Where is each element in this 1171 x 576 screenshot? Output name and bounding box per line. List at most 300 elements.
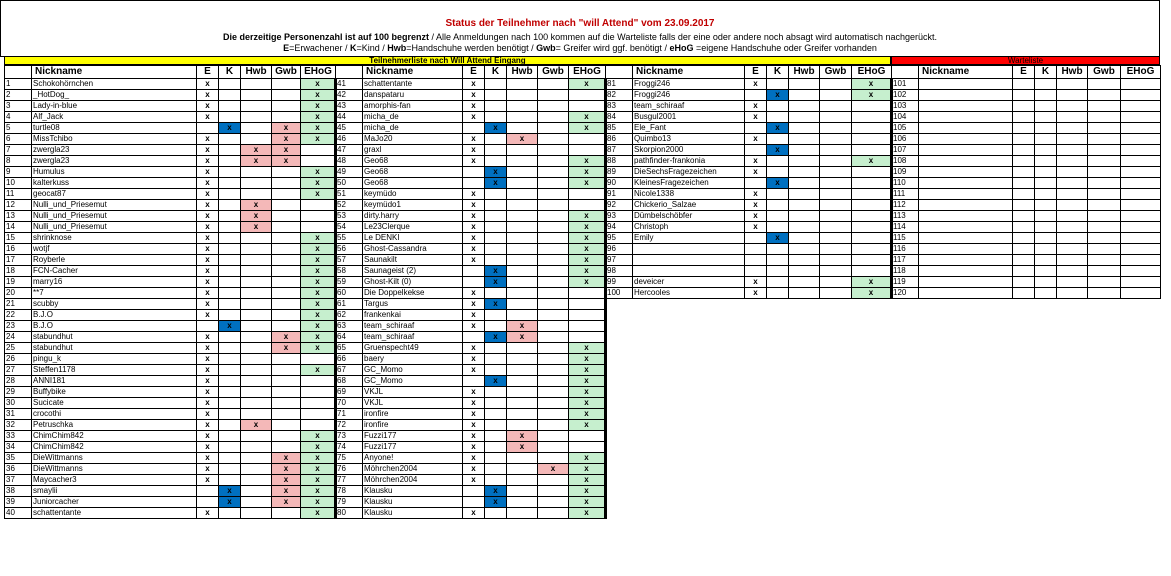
gwb-cell xyxy=(538,145,569,156)
nickname-cell: Fuzzi177 xyxy=(363,431,463,442)
row-number: 38 xyxy=(5,486,32,497)
row-number: 78 xyxy=(336,486,363,497)
waitlist-empty-cell xyxy=(1057,244,1088,255)
waitlist-banner: Warteliste xyxy=(891,56,1160,65)
hwb-cell xyxy=(789,233,820,244)
ehog-cell: x xyxy=(569,354,606,365)
waitlist-row xyxy=(892,156,1161,167)
ehog-cell xyxy=(852,233,892,244)
nickname-cell: crocothi xyxy=(32,409,197,420)
table-row xyxy=(336,431,606,442)
legend-key: Gwb xyxy=(536,43,556,53)
row-number: 32 xyxy=(5,420,32,431)
hwb-cell xyxy=(507,409,538,420)
hwb-cell xyxy=(507,178,538,189)
nickname-cell: baery xyxy=(363,354,463,365)
table-row xyxy=(5,79,336,90)
nickname-cell: Lady-in-blue xyxy=(32,101,197,112)
waitlist-empty-cell xyxy=(1088,244,1121,255)
waitlist-empty-cell xyxy=(1057,200,1088,211)
gwb-cell xyxy=(820,288,852,299)
k-cell xyxy=(767,222,789,233)
k-cell xyxy=(219,79,241,90)
gwb-cell xyxy=(538,475,569,486)
k-cell xyxy=(485,211,507,222)
hwb-cell xyxy=(241,233,272,244)
k-cell xyxy=(767,101,789,112)
k-cell xyxy=(767,288,789,299)
nickname-cell: team_schiraaf xyxy=(363,332,463,343)
gwb-cell xyxy=(538,134,569,145)
gwb-cell xyxy=(538,343,569,354)
column-header-e: E xyxy=(745,66,767,79)
gwb-cell: x xyxy=(272,453,301,464)
hwb-cell xyxy=(789,189,820,200)
waitlist-empty-cell xyxy=(1088,90,1121,101)
k-cell xyxy=(219,112,241,123)
gwb-cell xyxy=(820,189,852,200)
ehog-cell: x xyxy=(301,178,336,189)
ehog-cell: x xyxy=(301,486,336,497)
k-cell xyxy=(485,420,507,431)
ehog-cell xyxy=(852,134,892,145)
ehog-cell xyxy=(569,332,606,343)
waitlist-empty-cell xyxy=(1088,123,1121,134)
nickname-cell: Geo68 xyxy=(363,178,463,189)
e-cell: x xyxy=(463,255,485,266)
ehog-cell xyxy=(852,189,892,200)
hwb-cell xyxy=(241,178,272,189)
hwb-cell xyxy=(507,343,538,354)
e-cell: x xyxy=(197,354,219,365)
nickname-cell: shrinknose xyxy=(32,233,197,244)
k-cell xyxy=(485,255,507,266)
gwb-cell: x xyxy=(272,497,301,508)
nickname-cell: Buffybike xyxy=(32,387,197,398)
hwb-cell xyxy=(789,112,820,123)
waitlist-empty-cell xyxy=(1088,211,1121,222)
hwb-cell xyxy=(241,508,272,519)
row-number: 12 xyxy=(5,200,32,211)
k-cell xyxy=(767,167,789,178)
nickname-cell: zwergla23 xyxy=(32,156,197,167)
e-cell: x xyxy=(463,189,485,200)
waitlist-number: 104 xyxy=(892,112,919,123)
row-number: 62 xyxy=(336,310,363,321)
waitlist-empty-cell xyxy=(1121,134,1161,145)
nickname-cell: marry16 xyxy=(32,277,197,288)
k-cell xyxy=(485,464,507,475)
waitlist-empty-cell xyxy=(919,266,1013,277)
table-row xyxy=(336,387,606,398)
gwb-cell: x xyxy=(538,464,569,475)
k-cell: x xyxy=(485,332,507,343)
waitlist-row xyxy=(892,189,1161,200)
table-row xyxy=(5,112,336,123)
waitlist-empty-cell xyxy=(1035,167,1057,178)
ehog-cell: x xyxy=(569,365,606,376)
gwb-cell xyxy=(272,255,301,266)
gwb-cell xyxy=(820,222,852,233)
nickname-cell: **7 xyxy=(32,288,197,299)
e-cell: x xyxy=(197,387,219,398)
e-cell: x xyxy=(463,233,485,244)
waitlist-number: 116 xyxy=(892,244,919,255)
ehog-cell: x xyxy=(569,398,606,409)
nickname-cell: Fuzzi177 xyxy=(363,442,463,453)
nickname-cell: team_schiraaf xyxy=(363,321,463,332)
ehog-cell xyxy=(852,222,892,233)
gwb-cell: x xyxy=(272,464,301,475)
nickname-cell: kalterkuss xyxy=(32,178,197,189)
ehog-cell xyxy=(301,156,336,167)
e-cell xyxy=(463,277,485,288)
waitlist-number: 102 xyxy=(892,90,919,101)
waitlist-empty-cell xyxy=(1035,233,1057,244)
waitlist-row xyxy=(892,288,1161,299)
e-cell: x xyxy=(463,343,485,354)
table-row xyxy=(336,475,606,486)
nickname-cell: Schokohörnchen xyxy=(32,79,197,90)
e-cell: x xyxy=(745,200,767,211)
k-cell: x xyxy=(767,123,789,134)
gwb-cell xyxy=(538,167,569,178)
hwb-cell xyxy=(507,354,538,365)
waitlist-empty-cell xyxy=(1013,288,1035,299)
ehog-cell xyxy=(569,134,606,145)
gwb-cell xyxy=(272,409,301,420)
row-number: 31 xyxy=(5,409,32,420)
nickname-cell: keymüdo1 xyxy=(363,200,463,211)
hwb-cell xyxy=(241,497,272,508)
gwb-cell xyxy=(538,508,569,519)
legend-text: =Kind xyxy=(356,43,380,53)
k-cell xyxy=(485,112,507,123)
waitlist-empty-cell xyxy=(1057,101,1088,112)
ehog-cell: x xyxy=(301,233,336,244)
e-cell xyxy=(745,266,767,277)
nickname-cell: ANNI181 xyxy=(32,376,197,387)
row-number: 45 xyxy=(336,123,363,134)
ehog-cell xyxy=(301,354,336,365)
waitlist-empty-cell xyxy=(1057,277,1088,288)
k-cell xyxy=(219,134,241,145)
hwb-cell xyxy=(241,354,272,365)
row-number: 21 xyxy=(5,299,32,310)
row-number: 15 xyxy=(5,233,32,244)
header-nr xyxy=(5,66,32,79)
hwb-cell xyxy=(507,475,538,486)
hwb-cell xyxy=(789,178,820,189)
nickname-cell: Royberle xyxy=(32,255,197,266)
row-number: 17 xyxy=(5,255,32,266)
table-row xyxy=(336,134,606,145)
waitlist-empty-cell xyxy=(1013,233,1035,244)
e-cell: x xyxy=(463,222,485,233)
gwb-cell xyxy=(538,112,569,123)
nickname-cell: Le DENKI xyxy=(363,233,463,244)
gwb-cell xyxy=(272,233,301,244)
gwb-cell xyxy=(272,244,301,255)
ehog-cell xyxy=(569,189,606,200)
hwb-cell xyxy=(241,376,272,387)
hwb-cell xyxy=(241,431,272,442)
gwb-cell xyxy=(272,387,301,398)
table-row xyxy=(5,244,336,255)
gwb-cell xyxy=(538,156,569,167)
k-cell xyxy=(485,310,507,321)
gwb-cell xyxy=(272,376,301,387)
waitlist-empty-cell xyxy=(1013,112,1035,123)
waitlist-empty-cell xyxy=(1035,277,1057,288)
hwb-cell xyxy=(241,321,272,332)
e-cell: x xyxy=(463,442,485,453)
hwb-cell xyxy=(507,145,538,156)
row-number: 20 xyxy=(5,288,32,299)
table-row xyxy=(336,321,606,332)
row-number: 10 xyxy=(5,178,32,189)
k-cell xyxy=(767,189,789,200)
nickname-cell: Froggi246 xyxy=(633,79,745,90)
k-cell: x xyxy=(485,167,507,178)
waitlist-row xyxy=(892,233,1161,244)
e-cell: x xyxy=(463,112,485,123)
k-cell xyxy=(485,101,507,112)
table-row xyxy=(5,200,336,211)
nickname-cell: Le23Clerque xyxy=(363,222,463,233)
hwb-cell: x xyxy=(507,442,538,453)
ehog-cell: x xyxy=(301,277,336,288)
ehog-cell: x xyxy=(301,189,336,200)
hwb-cell xyxy=(507,244,538,255)
waitlist-empty-cell xyxy=(1121,101,1161,112)
e-cell xyxy=(463,376,485,387)
table-row xyxy=(5,398,336,409)
hwb-cell xyxy=(241,167,272,178)
gwb-cell xyxy=(272,365,301,376)
gwb-cell xyxy=(538,255,569,266)
nickname-cell: Nulli_und_Priesemut xyxy=(32,200,197,211)
hwb-cell xyxy=(789,79,820,90)
waitlist-empty-cell xyxy=(1013,79,1035,90)
column-header-ehog: EHoG xyxy=(1121,66,1161,79)
nickname-cell: Geo68 xyxy=(363,167,463,178)
hwb-cell xyxy=(241,244,272,255)
nickname-cell: Saunakilt xyxy=(363,255,463,266)
waitlist-empty-cell xyxy=(1088,233,1121,244)
gwb-cell xyxy=(272,200,301,211)
waitlist-row xyxy=(892,266,1161,277)
hwb-cell xyxy=(241,288,272,299)
waitlist-row xyxy=(892,167,1161,178)
gwb-cell xyxy=(272,420,301,431)
nickname-cell xyxy=(633,244,745,255)
row-number: 98 xyxy=(606,266,633,277)
hwb-cell xyxy=(507,486,538,497)
hwb-cell xyxy=(789,277,820,288)
hwb-cell xyxy=(789,288,820,299)
k-cell xyxy=(219,178,241,189)
waitlist-empty-cell xyxy=(1121,255,1161,266)
hwb-cell xyxy=(507,112,538,123)
k-cell: x xyxy=(767,233,789,244)
k-cell: x xyxy=(767,90,789,101)
nickname-cell: VKJL xyxy=(363,398,463,409)
column-header-e: E xyxy=(1013,66,1035,79)
ehog-cell xyxy=(852,101,892,112)
column-header-nickname: Nickname xyxy=(633,66,745,79)
k-cell: x xyxy=(767,145,789,156)
table-row xyxy=(336,178,606,189)
waitlist-empty-cell xyxy=(1035,90,1057,101)
nickname-cell: Nulli_und_Priesemut xyxy=(32,211,197,222)
legend-separator: / xyxy=(342,43,350,53)
e-cell: x xyxy=(745,112,767,123)
k-cell xyxy=(219,310,241,321)
k-cell xyxy=(219,222,241,233)
waitlist-empty-cell xyxy=(1013,277,1035,288)
k-cell xyxy=(219,277,241,288)
waitlist-empty-cell xyxy=(1121,189,1161,200)
e-cell: x xyxy=(463,211,485,222)
waitlist-empty-cell xyxy=(1121,222,1161,233)
gwb-cell xyxy=(272,101,301,112)
hwb-cell xyxy=(507,508,538,519)
row-number: 58 xyxy=(336,266,363,277)
row-number: 94 xyxy=(606,222,633,233)
waitlist-row xyxy=(892,255,1161,266)
gwb-cell: x xyxy=(272,123,301,134)
k-cell xyxy=(219,376,241,387)
row-number: 87 xyxy=(606,145,633,156)
table-row xyxy=(606,288,892,299)
e-cell: x xyxy=(463,365,485,376)
table-row xyxy=(336,497,606,508)
nickname-cell: stabundhut xyxy=(32,343,197,354)
gwb-cell xyxy=(272,354,301,365)
k-cell xyxy=(767,156,789,167)
nickname-cell: Juniorcacher xyxy=(32,497,197,508)
waitlist-row xyxy=(892,112,1161,123)
row-number: 47 xyxy=(336,145,363,156)
row-number: 49 xyxy=(336,167,363,178)
e-cell: x xyxy=(197,134,219,145)
k-cell xyxy=(485,233,507,244)
ehog-cell: x xyxy=(852,277,892,288)
nickname-cell: FCN-Cacher xyxy=(32,266,197,277)
legend-text: =eigene Handschuhe oder Greifer vorhanden xyxy=(693,43,877,53)
nickname-cell xyxy=(633,266,745,277)
e-cell: x xyxy=(463,145,485,156)
gwb-cell xyxy=(272,508,301,519)
gwb-cell: x xyxy=(272,343,301,354)
ehog-cell: x xyxy=(301,79,336,90)
k-cell xyxy=(485,431,507,442)
nickname-cell: DieWittmanns xyxy=(32,464,197,475)
nickname-cell: schattentante xyxy=(32,508,197,519)
nickname-cell: Christoph xyxy=(633,222,745,233)
table-row xyxy=(5,189,336,200)
waitlist-empty-cell xyxy=(1121,178,1161,189)
waitlist-empty-cell xyxy=(919,123,1013,134)
column-header-hwb: Hwb xyxy=(507,66,538,79)
waitlist-empty-cell xyxy=(1013,222,1035,233)
table-row xyxy=(5,178,336,189)
e-cell: x xyxy=(745,134,767,145)
ehog-cell xyxy=(569,442,606,453)
gwb-cell: x xyxy=(272,156,301,167)
gwb-cell xyxy=(272,189,301,200)
k-cell xyxy=(485,442,507,453)
e-cell: x xyxy=(745,189,767,200)
e-cell: x xyxy=(197,475,219,486)
nickname-cell: dirty.harry xyxy=(363,211,463,222)
column-header-hwb: Hwb xyxy=(241,66,272,79)
waitlist-empty-cell xyxy=(1057,167,1088,178)
ehog-cell xyxy=(852,211,892,222)
row-number: 93 xyxy=(606,211,633,222)
row-number: 48 xyxy=(336,156,363,167)
hwb-cell xyxy=(507,365,538,376)
waitlist-empty-cell xyxy=(1013,145,1035,156)
table-row xyxy=(336,332,606,343)
ehog-cell xyxy=(301,376,336,387)
ehog-cell xyxy=(852,244,892,255)
ehog-cell xyxy=(852,167,892,178)
nickname-cell: Klausku xyxy=(363,497,463,508)
e-cell: x xyxy=(197,409,219,420)
nickname-cell: graxl xyxy=(363,145,463,156)
ehog-cell: x xyxy=(301,112,336,123)
gwb-cell xyxy=(272,266,301,277)
column-header-gwb: Gwb xyxy=(820,66,852,79)
ehog-cell: x xyxy=(569,123,606,134)
nickname-cell: Möhrchen2004 xyxy=(363,464,463,475)
column-header-gwb: Gwb xyxy=(272,66,301,79)
ehog-cell: x xyxy=(569,255,606,266)
waitlist-row xyxy=(892,222,1161,233)
nickname-cell: Saunageist (2) xyxy=(363,266,463,277)
hwb-cell xyxy=(507,200,538,211)
hwb-cell xyxy=(507,101,538,112)
table-row xyxy=(5,343,336,354)
gwb-cell xyxy=(538,420,569,431)
waitlist-empty-cell xyxy=(1088,266,1121,277)
gwb-cell xyxy=(820,167,852,178)
k-cell xyxy=(219,189,241,200)
table-row xyxy=(606,178,892,189)
gwb-cell xyxy=(272,321,301,332)
waitlist-row xyxy=(892,244,1161,255)
row-number: 54 xyxy=(336,222,363,233)
hwb-cell xyxy=(241,134,272,145)
gwb-cell xyxy=(538,453,569,464)
waitlist-number: 109 xyxy=(892,167,919,178)
ehog-cell: x xyxy=(301,321,336,332)
waitlist-number: 112 xyxy=(892,200,919,211)
gwb-cell xyxy=(272,167,301,178)
gwb-cell xyxy=(820,79,852,90)
row-number: 28 xyxy=(5,376,32,387)
row-number: 11 xyxy=(5,189,32,200)
waitlist-empty-cell xyxy=(1013,134,1035,145)
table-row xyxy=(5,508,336,519)
table-row xyxy=(336,167,606,178)
e-cell: x xyxy=(463,398,485,409)
waitlist-empty-cell xyxy=(1013,189,1035,200)
waitlist-row xyxy=(892,145,1161,156)
waitlist-empty-cell xyxy=(1057,145,1088,156)
